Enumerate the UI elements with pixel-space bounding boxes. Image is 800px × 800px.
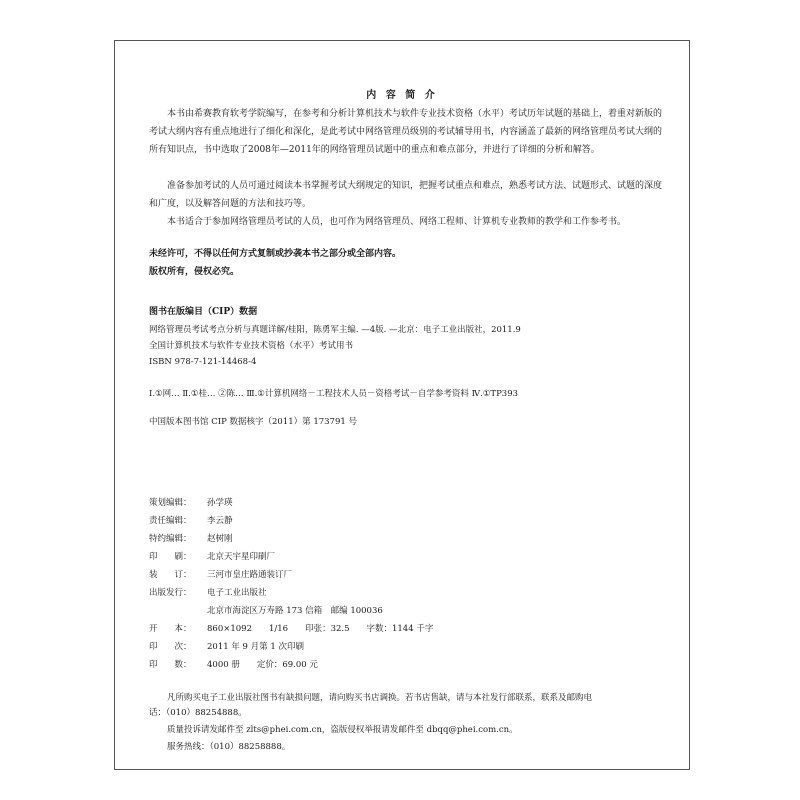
cip-classification: Ⅰ.①网… Ⅱ.①桂… ②陈… Ⅲ.①计算机网络－工程技术人员－资格考试－自学参考资料 Ⅳ.①TP393 [149,389,519,399]
credit-label: 装 订： [149,570,192,580]
intro-title: 内 容 简 介 [366,90,438,101]
contact-line-2: 话：（010）88254888。 [149,708,247,718]
intro-paragraph-3: 本书适合于参加网络管理员考试的人员，也可作为网络管理员、网络工程师、计算机专业教师的教学和工作参考书。 [167,217,627,227]
credit-row [149,496,233,508]
credit-label: 特约编辑： [149,534,192,544]
credit-value: 电子工业出版社 [207,588,267,598]
credit-row [149,640,304,652]
cip-isbn: ISBN 978-7-121-14468-4 [149,357,257,367]
credit-value: 4000 册 定价：69.00 元 [207,660,318,670]
credit-row [149,550,275,562]
credit-row [149,622,433,634]
copyright-page [114,40,690,770]
credit-label: 责任编辑： [149,516,192,526]
credit-row [149,532,233,544]
credit-label: 开 本： [149,624,192,634]
contact-line-4: 服务热线：（010）88258888。 [167,742,291,752]
contact-line-1: 凡所购买电子工业出版社图书有缺损问题，请向购买书店调换。若书店售缺，请与本社发行部联系，联系及邮购电 [167,693,593,703]
credit-value: 860×1092 1/16 印张：32.5 字数：1144 千字 [207,624,434,634]
copyright-line-2: 版权所有，侵权必究。 [149,267,240,277]
credit-value: 北京天宇星印刷厂 [207,552,276,562]
cip-record: 中国版本图书馆 CIP 数据核字（2011）第 173791 号 [149,417,357,427]
credit-row [149,604,383,616]
credit-label: 策划编辑： [149,498,192,508]
credit-row [149,658,318,670]
credit-value: 北京市海淀区万寿路 173 信箱 邮编 100036 [207,606,383,616]
credit-value: 李云静 [207,516,233,526]
copyright-line-1: 未经许可，不得以任何方式复制或抄袭本书之部分或全部内容。 [149,249,402,259]
credit-value: 三河市皇庄路通装订厂 [207,570,293,580]
credit-label: 印 刷： [149,552,192,562]
contact-line-3: 质量投诉请发邮件至 zlts@phei.com.cn，盗版侵权举报请发邮件至 dbqq@phei.com.cn。 [167,725,518,735]
cip-heading: 图书在版编目（CIP）数据 [149,307,258,317]
credit-value: 孙学瑛 [207,498,233,508]
credit-row [149,586,267,598]
credit-value: 赵树刚 [207,534,233,544]
cip-line-2: 全国计算机技术与软件专业技术资格（水平）考试用书 [149,341,354,351]
cip-line-1: 网络管理员考试考点分析与真题详解/桂阳，陈勇军主编. —4版. —北京：电子工业出版社，2011.9 [149,325,521,335]
intro-paragraph-1: 本书由希赛教育软考学院编写，在参考和分析计算机技术与软件专业技术资格（水平）考试历年试题的基础上，着重对新版的考试大纲内容有重点地进行了细化和深化，是此考试中网络管理员级别的考试辅导用书，内容涵盖了最新的网络管理员考试大纲的所有知识点，书中选取了2008年—2011年的网络管理员试题中的重点和难点部分，并进行了详细的分析和解答。 [149,109,663,155]
credit-value: 2011 年 9 月第 1 次印刷 [207,642,304,652]
credit-label: 印 数： [149,660,192,670]
intro-paragraph-2: 准备参加考试的人员可通过阅读本书掌握考试大纲规定的知识，把握考试重点和难点，熟悉考试方法、试题形式、试题的深度和广度，以及解答问题的方法和技巧等。 [149,181,663,209]
credit-label: 印 次： [149,642,192,652]
credit-label: 出版发行： [149,588,192,598]
credit-row [149,514,233,526]
credit-row [149,568,292,580]
